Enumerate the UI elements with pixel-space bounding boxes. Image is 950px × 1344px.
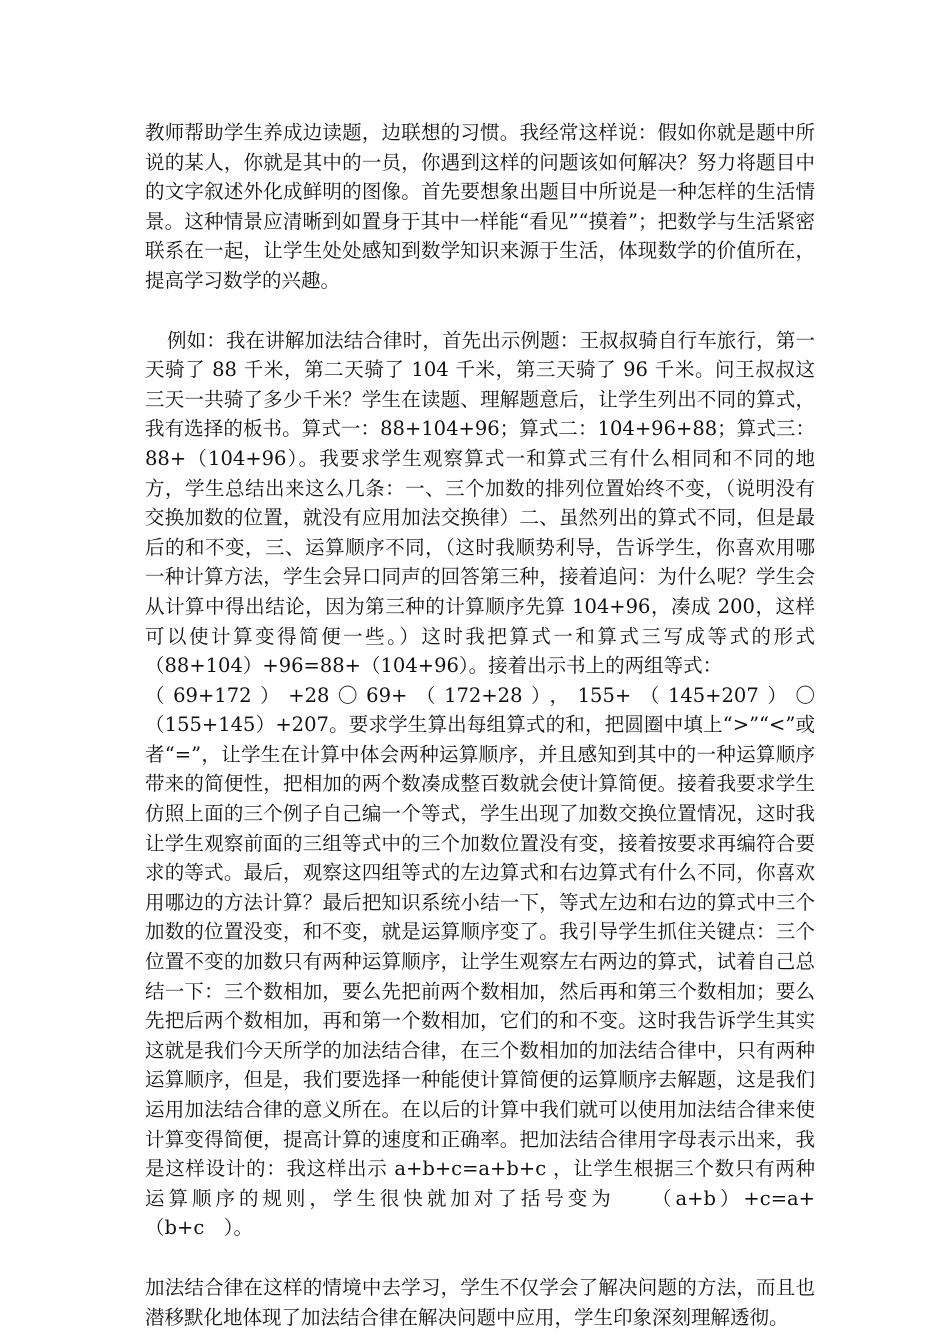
paragraph-conclusion: 加法结合律在这样的情境中去学习，学生不仅学会了解决问题的方法，而且也潜移默化地体现了加法结合律在解决问题中应用，学生印象深刻理解透彻。 [145,1275,815,1329]
paragraph-reading-habit: 教师帮助学生养成边读题，边联想的习惯。我经常这样说：假如你就是题中所说的某人，你就是其中的一员，你遇到这样的问题该如何解决？努力将题目中的文字叙述外化成鲜明的图像。首先要想象出题目中所说是一种怎样的生活情景。这种情景应清晰到如置身于其中一样能“看见”“摸着”；把数学与生活紧密联系在一起，让学生处处感知到数学知识来源于生活，体现数学的价值所在，提高学习数学的兴趣。 [145,121,815,292]
paragraph-example-intro: 例如：我在讲解加法结合律时，首先出示例题：王叔叔骑自行车旅行，第一天骑了 88 千米，第二天骑了 104 千米，第三天骑了 96 千米。问王叔叔这三天一共骑了多少千米？学生在读题、理解题意后，让学生列出不同的算式，我有选择的板书。算式一：88+104+96；算式二：104+96+88；算式三：88+（104+96）。我要求学生观察算式一和算式三有什么相同和不同的地方，学生总结出来这么几条：一、三个加数的排列位置始终不变，（说明没有交换加数的位置，就没有应用加法交换律）二、虽然列出的算式不同，但是最后的和不变，三、运算顺序不同，（这时我顺势利导，告诉学生，你喜欢用哪一种计算方法，学生会异口同声的回答第三种，接着追问：为什么呢？学生会从计算中得出结论，因为第三种的计算顺序先算 104+96，凑成 200，这样可以使计算变得简便一些。）这时我把算式一和算式三写成等式的形式（88+104）+96=88+（104+96）。接着出示书上的两组等式： [145,328,815,678]
document-body [145,118,815,1332]
paragraph-equation-practice: （69+172）+28〇69+（172+28），155+（145+207）〇（155+145）+207。要求学生算出每组算式的和，把圆圈中填上“>”“<”或者“=”，让学生在计算中体会两种运算顺序，并且感知到其中的一种运算顺序带来的简便性，把相加的两个数凑成整百数就会使计算简便。接着我要求学生仿照上面的三个例子自己编一个等式，学生出现了加数交换位置情况，这时我让学生观察前面的三组等式中的三个加数位置没有变，接着按要求再编符合要求的等式。最后，观察这四组等式的左边算式和右边算式有什么不同，你喜欢用哪边的方法计算？最后把知识系统小结一下，等式左边和右边的算式中三个加数的位置没变，和不变，就是运算顺序变了。我引导学生抓住关键点：三个位置不变的加数只有两种运算顺序，让学生观察左右两边的算式，试着自己总结一下：三个数相加，要么先把前两个数相加，然后再和第三个数相加；要么先把后两个数相加，再和第一个数相加，它们的和不变。这时我告诉学生其实这就是我们今天所学的加法结合律，在三个数相加的加法结合律中，只有两种运算顺序，但是，我们要选择一种能使计算简便的运算顺序去解题，这是我们运用加法结合律的意义所在。在以后的计算中我们就可以使用加法结合律来使计算变得简便，提高计算的速度和正确率。把加法结合律用字母表示出来，我是这样设计的：我这样出示 a+b+c=a+b+c ，让学生根据三个数只有两种运算顺序的规则，学生很快就加对了括号变为 （a+b）+c=a+（b+c ）。 [145,683,815,1240]
